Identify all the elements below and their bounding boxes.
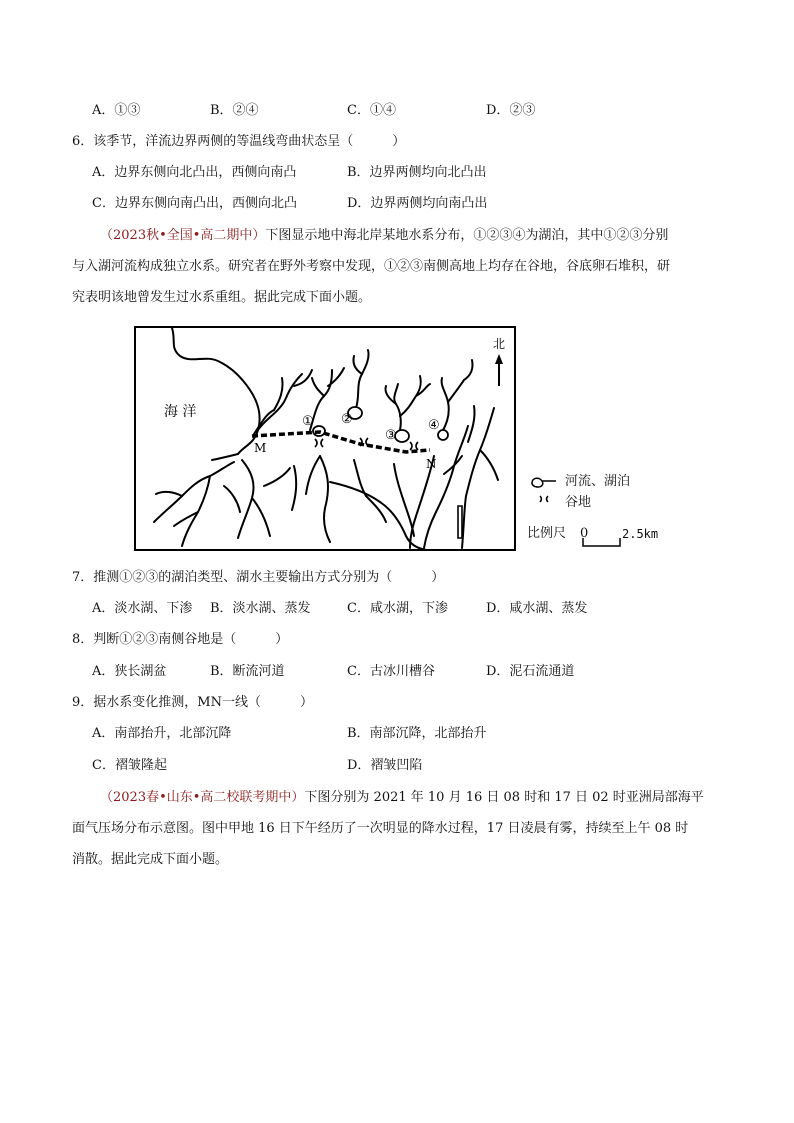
lake-1-label: ① xyxy=(302,414,314,429)
q8-option-c[interactable]: C．古冰川槽谷 xyxy=(347,664,435,679)
passage1-line3: 究表明该地曾发生过水系重组。据此完成下面小题。 xyxy=(72,290,372,305)
q6-option-d[interactable]: D．边界两侧均向南凸出 xyxy=(347,196,488,211)
q8-stem: 8．判断①②③南侧谷地是（ ） xyxy=(72,632,289,647)
q9-option-d[interactable]: D．褶皱凹陷 xyxy=(347,758,423,773)
passage2-text1: 下图分别为 2021 年 10 月 16 日 08 时和 17 日 02 时亚洲局部海平 xyxy=(304,790,704,805)
q5-option-b[interactable]: B．②④ xyxy=(210,103,259,118)
legend-icons xyxy=(528,473,560,513)
passage1-line2: 与入湖河流构成独立水系。研究者在野外考察中发现，①②③南侧高地上均存在谷地，谷底卵石堆积，研 xyxy=(72,259,671,274)
river-lake-legend-icon xyxy=(532,478,556,487)
q6-option-b[interactable]: B．边界两侧均向北凸出 xyxy=(347,165,487,180)
lake-3 xyxy=(395,430,409,442)
q7-option-b[interactable]: B．淡水湖、蒸发 xyxy=(210,601,311,616)
passage1-text1: 下图显示地中海北岸某地水系分布，①②③④为湖泊，其中①②③分别 xyxy=(265,228,669,243)
q5-option-d[interactable]: D．②③ xyxy=(486,103,536,118)
q6-option-c[interactable]: C．边界东侧向南凸出，西侧向北凸 xyxy=(92,196,297,211)
point-m: M xyxy=(254,441,267,455)
passage1-source: （2023秋•全国•高二期中） xyxy=(100,228,266,243)
scale-value: 2.5km xyxy=(622,527,659,541)
q7-option-d[interactable]: D．咸水湖、蒸发 xyxy=(486,601,588,616)
q6-option-a[interactable]: A．边界东侧向北凸出，西侧向南凸 xyxy=(92,165,297,180)
q8-option-d[interactable]: D．泥石流通道 xyxy=(486,664,575,679)
passage1-line1 xyxy=(100,227,668,245)
scale-bar xyxy=(580,536,624,548)
legend-river-lake: 河流、湖泊 xyxy=(565,474,631,489)
lake-4-label: ④ xyxy=(428,418,440,433)
q6-stem: 6．该季节，洋流边界两侧的等温线弯曲状态呈（ ） xyxy=(72,134,406,149)
scale-label: 比例尺 xyxy=(527,526,567,541)
q5-option-a[interactable]: A．①③ xyxy=(92,103,141,118)
passage2-line2: 面气压场分布示意图。图中甲地 16 日下午经历了一次明显的降水过程，17 日凌晨有雾，持续至上午 08 时 xyxy=(72,821,689,836)
q7-option-a[interactable]: A．淡水湖、下渗 xyxy=(92,601,193,616)
water-system-map xyxy=(134,326,516,551)
scale-zero: 0 xyxy=(580,526,589,541)
q8-option-b[interactable]: B．断流河道 xyxy=(210,664,285,679)
point-n: N xyxy=(426,457,437,471)
legend-valley: 谷地 xyxy=(565,495,592,510)
sea-label: 海 洋 xyxy=(164,404,197,420)
passage2-source: （2023春•山东•高二校联考期中） xyxy=(100,790,305,805)
q9-option-a[interactable]: A．南部抬升，北部沉降 xyxy=(92,726,232,741)
passage2-line1 xyxy=(100,789,704,807)
passage2-line3: 消散。据此完成下面小题。 xyxy=(72,852,229,867)
q7-option-c[interactable]: C．咸水湖，下渗 xyxy=(347,601,448,616)
valley-legend-icon xyxy=(540,496,548,502)
q9-option-c[interactable]: C．褶皱隆起 xyxy=(92,758,167,773)
lake-2-label: ② xyxy=(341,412,353,427)
q9-option-b[interactable]: B．南部沉降，北部抬升 xyxy=(347,726,487,741)
q5-option-c[interactable]: C．①④ xyxy=(347,103,396,118)
q9-stem: 9．据水系变化推测，MN一线（ ） xyxy=(72,695,313,710)
lake-3-label: ③ xyxy=(385,428,397,443)
q8-option-a[interactable]: A．狭长湖盆 xyxy=(92,664,167,679)
north-label: 北 xyxy=(493,337,506,351)
q7-stem: 7．推测①②③的湖泊类型、湖水主要输出方式分别为（ ） xyxy=(72,570,445,585)
narrow-lake xyxy=(458,506,462,538)
